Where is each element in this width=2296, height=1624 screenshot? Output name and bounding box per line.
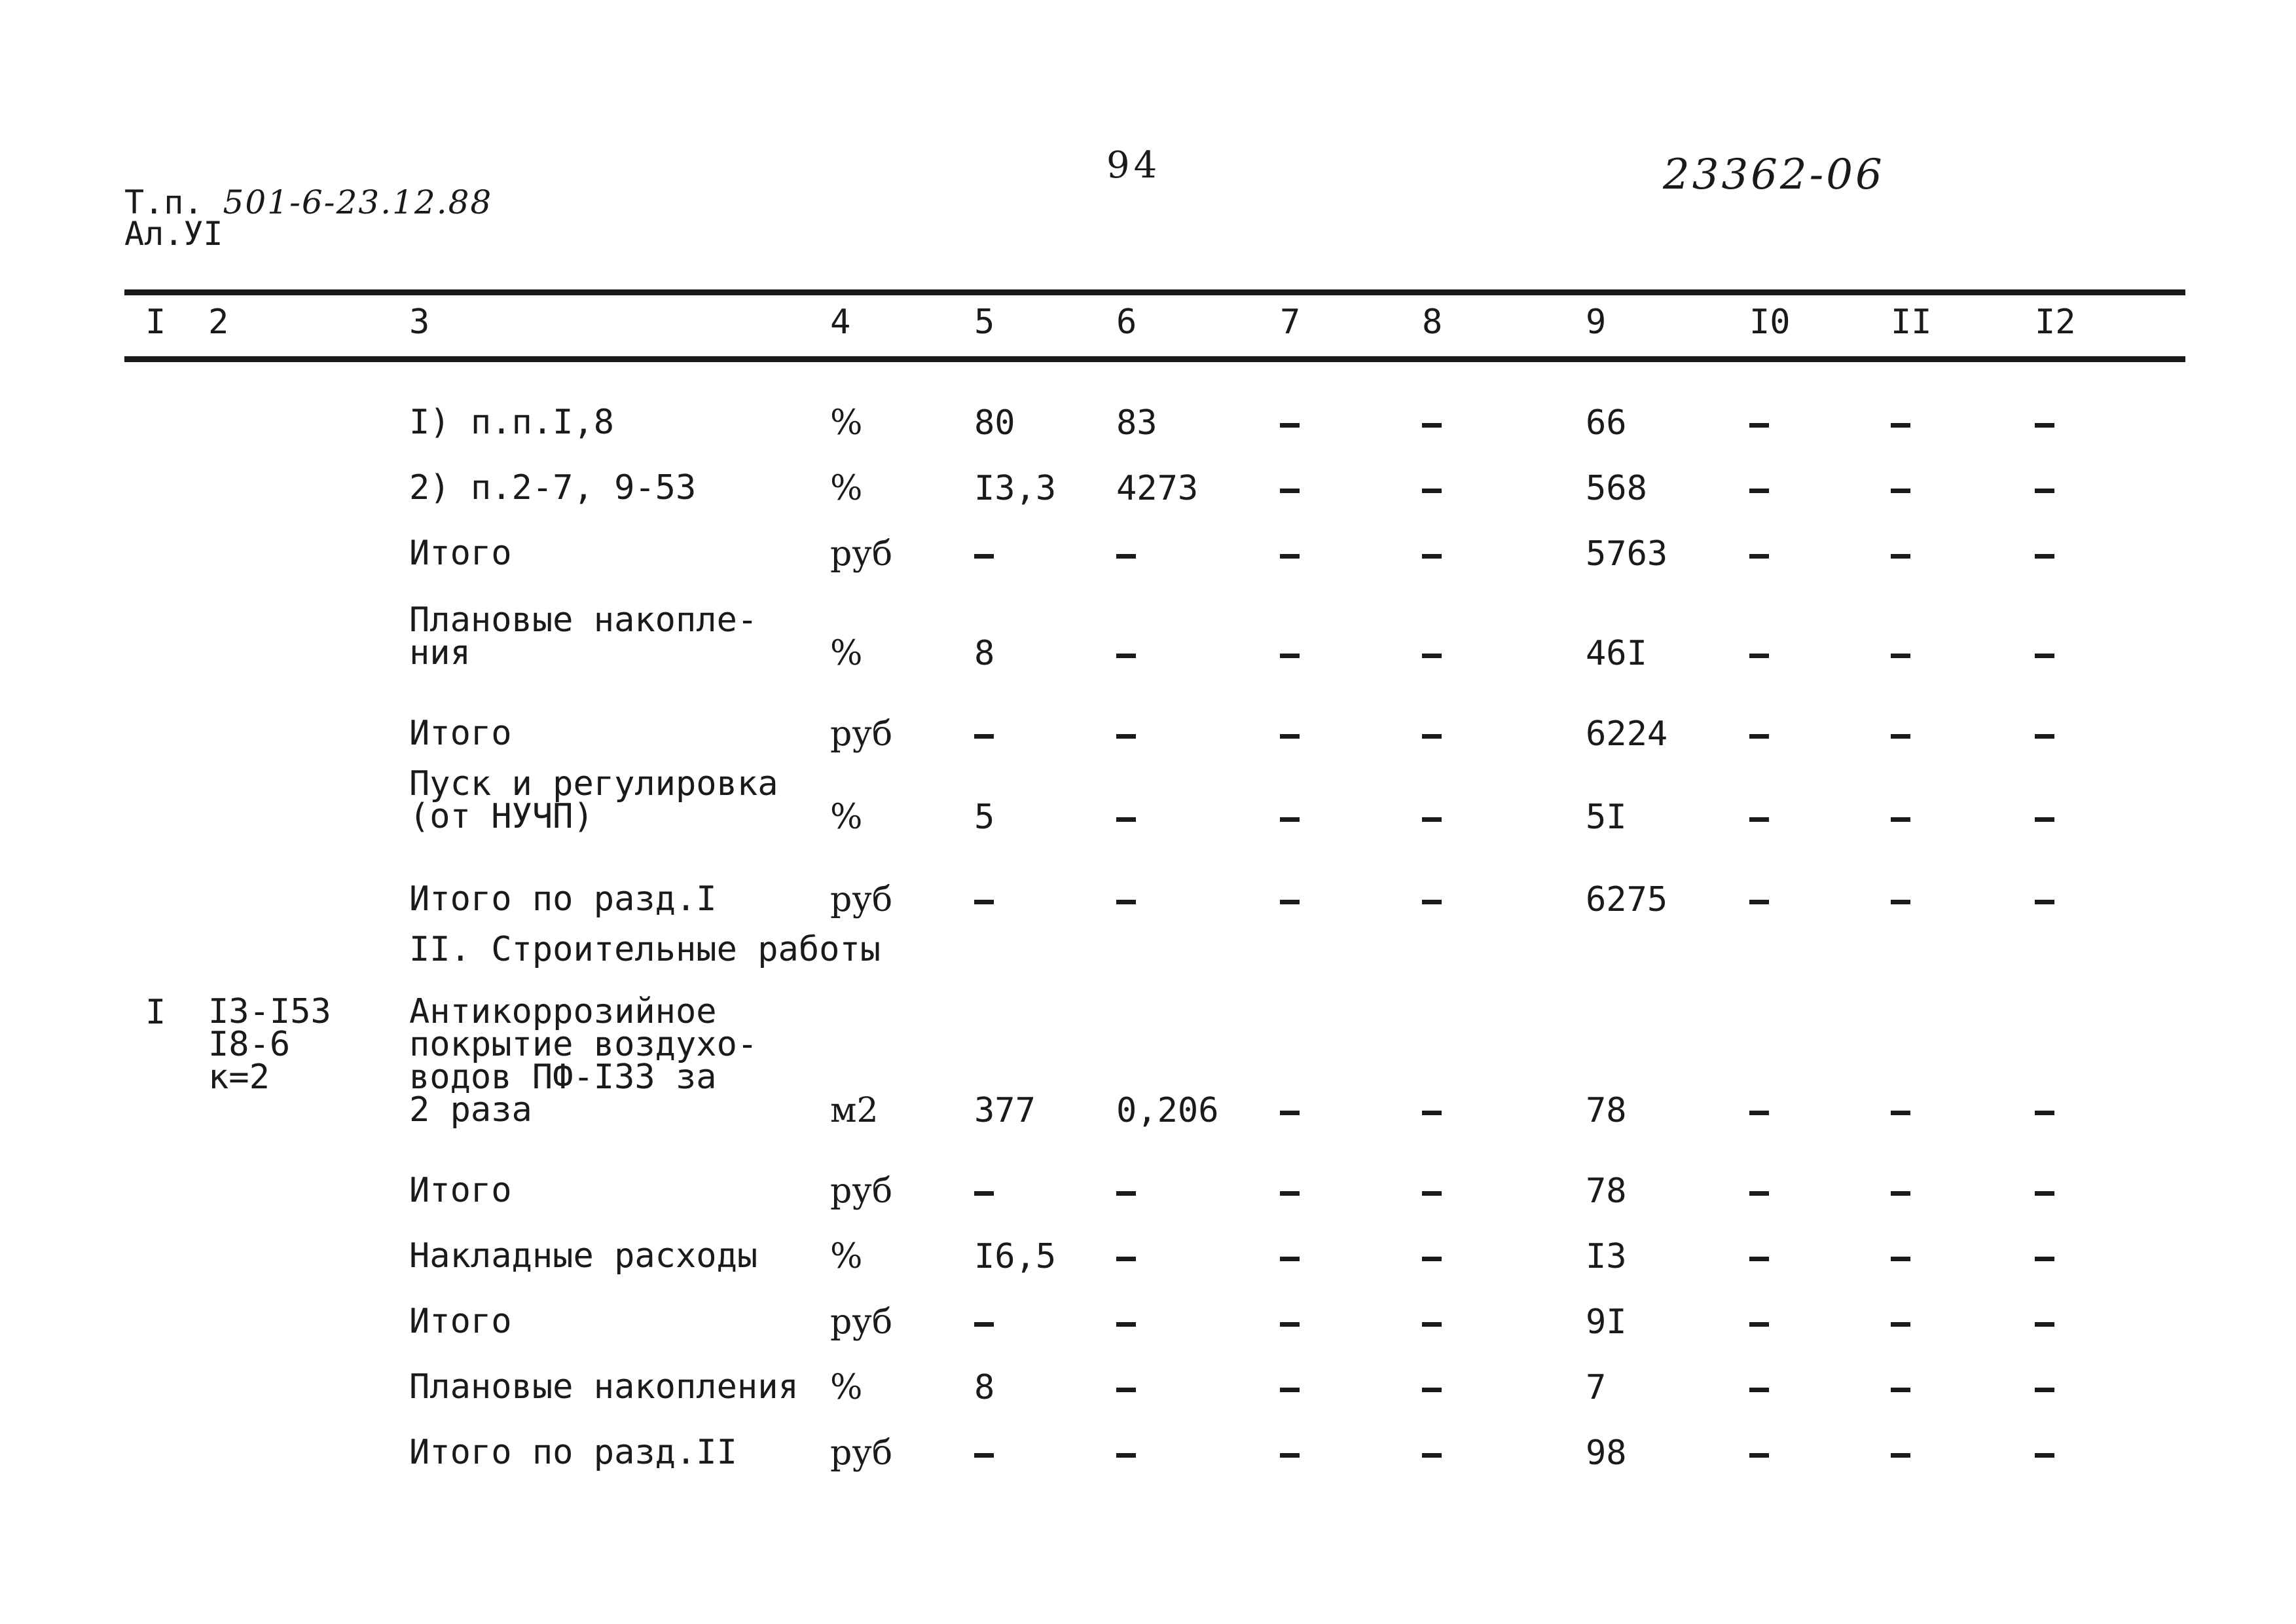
col6-value <box>1116 537 1136 571</box>
col5-value: 5 <box>974 798 995 837</box>
col8-value <box>1422 717 1442 751</box>
dash-mark <box>1891 1257 1910 1261</box>
item-name-line: Плановые накопле- <box>409 600 758 640</box>
dash-mark <box>1891 900 1910 904</box>
dash-mark <box>974 1453 994 1458</box>
item-name-line: I) п.п.I,8 <box>409 403 615 442</box>
col6-value <box>1116 637 1136 671</box>
item-name <box>409 714 512 753</box>
col9-value: I3 <box>1586 1237 1627 1276</box>
document-reference <box>124 183 493 253</box>
item-name <box>409 764 778 836</box>
col5-value: I6,5 <box>974 1237 1057 1276</box>
col11-value <box>1891 717 1910 751</box>
item-name-line: Итого <box>409 1171 512 1210</box>
dash-mark <box>2035 817 2054 822</box>
col7-value <box>1280 471 1300 506</box>
dash-mark <box>1280 1322 1300 1327</box>
item-name <box>409 468 697 507</box>
col9-value: 5763 <box>1586 534 1668 574</box>
col7-value <box>1280 800 1300 834</box>
item-name <box>409 992 758 1130</box>
tp-prefix: Т.п. <box>124 183 204 221</box>
col6-value <box>1116 883 1136 917</box>
col7-value <box>1280 717 1300 751</box>
item-name-line: Итого <box>409 714 512 753</box>
unit-value: % <box>830 1237 863 1276</box>
item-name <box>409 930 881 969</box>
col10-value <box>1749 800 1769 834</box>
col7-value <box>1280 1305 1300 1339</box>
item-name <box>409 1302 512 1341</box>
dash-mark <box>1749 1322 1769 1327</box>
col10-value <box>1749 1094 1769 1128</box>
col6-value <box>1116 1371 1136 1405</box>
dash-mark <box>1116 1453 1136 1458</box>
dash-mark <box>1280 1257 1300 1261</box>
dash-mark <box>1116 1388 1136 1392</box>
dash-mark <box>1891 1191 1910 1196</box>
col5-value <box>974 1436 994 1470</box>
col9-value: 568 <box>1586 469 1647 508</box>
col8-value <box>1422 1436 1442 1470</box>
album-label: Ал.УI <box>124 215 223 253</box>
dash-mark <box>1422 1453 1442 1458</box>
col12-value <box>2035 883 2054 917</box>
col10-value <box>1749 406 1769 440</box>
col10-value <box>1749 471 1769 506</box>
col6-value <box>1116 717 1136 751</box>
dash-mark <box>1116 1322 1136 1327</box>
col7-value <box>1280 1436 1300 1470</box>
item-name-line: Накладные расходы <box>409 1236 758 1276</box>
dash-mark <box>1891 554 1910 559</box>
dash-mark <box>1891 1111 1910 1115</box>
dash-mark <box>1422 1388 1442 1392</box>
col5-value <box>974 883 994 917</box>
col9-value: 9I <box>1586 1302 1627 1342</box>
unit-value: % <box>830 469 863 508</box>
item-name-line: водов ПФ-I33 за <box>409 1058 717 1097</box>
item-name <box>409 403 615 442</box>
col10-value <box>1749 883 1769 917</box>
dash-mark <box>1891 1388 1910 1392</box>
dash-mark <box>974 900 994 904</box>
dash-mark <box>1749 817 1769 822</box>
dash-mark <box>1749 1111 1769 1115</box>
dash-mark <box>1422 1257 1442 1261</box>
dash-mark <box>1422 1191 1442 1196</box>
item-name <box>409 534 512 573</box>
col8-value <box>1422 406 1442 440</box>
dash-mark <box>1280 734 1300 739</box>
dash-mark <box>1280 1388 1300 1392</box>
dash-mark <box>1891 423 1910 428</box>
page-number: 94 <box>1106 144 1161 187</box>
dash-mark <box>974 734 994 739</box>
dash-mark <box>1280 489 1300 493</box>
col12-value <box>2035 1094 2054 1128</box>
dash-mark <box>2035 1322 2054 1327</box>
dash-mark <box>2035 554 2054 559</box>
column-header-7: 7 <box>1280 303 1301 342</box>
unit-value: % <box>830 1368 863 1407</box>
col9-value: 78 <box>1586 1091 1627 1130</box>
norm-code-line: I3-I53 <box>208 992 331 1031</box>
column-header-2: 2 <box>208 303 229 342</box>
column-header-8: 8 <box>1422 303 1443 342</box>
col11-value <box>1891 1094 1910 1128</box>
dash-mark <box>1749 1257 1769 1261</box>
dash-mark <box>1422 817 1442 822</box>
dash-mark <box>1891 489 1910 493</box>
dash-mark <box>1116 1257 1136 1261</box>
norm-code-line: к=2 <box>208 1058 270 1097</box>
document-number: 23362-06 <box>1663 151 1885 199</box>
col12-value <box>2035 1174 2054 1208</box>
col5-value: 8 <box>974 634 995 673</box>
item-name-line: Итого по разд.I <box>409 879 717 919</box>
col11-value <box>1891 1174 1910 1208</box>
dash-mark <box>1422 734 1442 739</box>
col8-value <box>1422 1174 1442 1208</box>
dash-mark <box>1280 654 1300 658</box>
unit-value: % <box>830 798 863 837</box>
dash-mark <box>1116 900 1136 904</box>
col11-value <box>1891 1371 1910 1405</box>
unit-value: руб <box>830 1302 893 1342</box>
dash-mark <box>1116 654 1136 658</box>
col10-value <box>1749 1240 1769 1274</box>
col9-value: 5I <box>1586 798 1627 837</box>
dash-mark <box>974 1322 994 1327</box>
dash-mark <box>1280 1453 1300 1458</box>
col5-value <box>974 717 994 751</box>
unit-value: руб <box>830 880 893 919</box>
col7-value <box>1280 537 1300 571</box>
norm-code <box>208 992 331 1097</box>
col6-value <box>1116 1436 1136 1470</box>
item-name <box>409 1433 737 1472</box>
col9-value: 78 <box>1586 1172 1627 1211</box>
dash-mark <box>1891 654 1910 658</box>
col5-value <box>974 1305 994 1339</box>
col7-value <box>1280 1174 1300 1208</box>
dash-mark <box>1422 1111 1442 1115</box>
col11-value <box>1891 537 1910 571</box>
item-name <box>409 879 717 919</box>
col6-value: 4273 <box>1116 469 1199 508</box>
item-name-line: 2) п.2-7, 9-53 <box>409 468 697 507</box>
item-name-line: Итого <box>409 1302 512 1341</box>
dash-mark <box>2035 1111 2054 1115</box>
col5-value: 377 <box>974 1091 1036 1130</box>
item-name-line: Антикоррозийное <box>409 992 717 1031</box>
column-header-6: 6 <box>1116 303 1137 342</box>
col12-value <box>2035 537 2054 571</box>
dash-mark <box>1280 423 1300 428</box>
col8-value <box>1422 537 1442 571</box>
col11-value <box>1891 637 1910 671</box>
column-header-3: 3 <box>409 303 430 342</box>
item-name-line: Плановые накопления <box>409 1367 799 1407</box>
dash-mark <box>1116 554 1136 559</box>
table-top-rule <box>124 289 2185 295</box>
column-header-1: I <box>145 303 166 342</box>
unit-value: руб <box>830 534 893 574</box>
column-header-12: I2 <box>2035 303 2076 342</box>
col7-value <box>1280 883 1300 917</box>
column-header-10: I0 <box>1749 303 1791 342</box>
col6-value <box>1116 800 1136 834</box>
col10-value <box>1749 1371 1769 1405</box>
col12-value <box>2035 717 2054 751</box>
dash-mark <box>1749 1191 1769 1196</box>
col7-value <box>1280 1094 1300 1128</box>
item-name-line: ния <box>409 633 471 673</box>
unit-value: % <box>830 403 863 443</box>
col11-value <box>1891 883 1910 917</box>
col8-value <box>1422 883 1442 917</box>
column-header-5: 5 <box>974 303 995 342</box>
column-header-11: II <box>1891 303 1932 342</box>
col8-value <box>1422 471 1442 506</box>
col5-value <box>974 1174 994 1208</box>
col11-value <box>1891 1305 1910 1339</box>
col11-value <box>1891 471 1910 506</box>
col7-value <box>1280 406 1300 440</box>
col6-value <box>1116 1240 1136 1274</box>
col7-value <box>1280 1240 1300 1274</box>
col12-value <box>2035 1305 2054 1339</box>
dash-mark <box>1749 654 1769 658</box>
col9-value: 6224 <box>1586 714 1668 754</box>
dash-mark <box>1280 817 1300 822</box>
col6-value <box>1116 1174 1136 1208</box>
col12-value <box>2035 1240 2054 1274</box>
col12-value <box>2035 1371 2054 1405</box>
unit-value: % <box>830 634 863 673</box>
dash-mark <box>2035 1453 2054 1458</box>
dash-mark <box>2035 489 2054 493</box>
item-name-line: 2 раза <box>409 1090 532 1130</box>
col9-value: 7 <box>1586 1368 1607 1407</box>
col5-value: 80 <box>974 403 1015 443</box>
dash-mark <box>1280 1191 1300 1196</box>
col10-value <box>1749 1436 1769 1470</box>
col8-value <box>1422 800 1442 834</box>
unit-value: руб <box>830 1433 893 1473</box>
col12-value <box>2035 800 2054 834</box>
dash-mark <box>1116 817 1136 822</box>
dash-mark <box>1891 817 1910 822</box>
dash-mark <box>2035 654 2054 658</box>
col9-value: 6275 <box>1586 880 1668 919</box>
col10-value <box>1749 1305 1769 1339</box>
dash-mark <box>1749 900 1769 904</box>
col12-value <box>2035 471 2054 506</box>
dash-mark <box>1422 1322 1442 1327</box>
dash-mark <box>2035 1191 2054 1196</box>
col9-value: 98 <box>1586 1433 1627 1473</box>
item-name-line: Итого <box>409 534 512 573</box>
col11-value <box>1891 1240 1910 1274</box>
item-name <box>409 1236 758 1276</box>
col8-value <box>1422 1371 1442 1405</box>
table-header-rule <box>124 356 2185 362</box>
unit-value: руб <box>830 1172 893 1211</box>
dash-mark <box>1280 1111 1300 1115</box>
dash-mark <box>1116 734 1136 739</box>
item-number: I <box>145 993 166 1032</box>
dash-mark <box>2035 1257 2054 1261</box>
dash-mark <box>1422 554 1442 559</box>
dash-mark <box>974 1191 994 1196</box>
col10-value <box>1749 637 1769 671</box>
dash-mark <box>2035 734 2054 739</box>
dash-mark <box>1749 489 1769 493</box>
item-name <box>409 1367 799 1407</box>
tp-handwritten-number: 501-6-23.12.88 <box>223 183 493 221</box>
col8-value <box>1422 1094 1442 1128</box>
col12-value <box>2035 637 2054 671</box>
dash-mark <box>1422 423 1442 428</box>
col8-value <box>1422 637 1442 671</box>
col9-value: 66 <box>1586 403 1627 443</box>
col7-value <box>1280 637 1300 671</box>
item-name-line: (от НУЧП) <box>409 797 594 836</box>
dash-mark <box>1422 654 1442 658</box>
item-name-line: Итого по разд.II <box>409 1433 737 1472</box>
col10-value <box>1749 1174 1769 1208</box>
dash-mark <box>2035 423 2054 428</box>
item-name-line: II. Строительные работы <box>409 930 881 969</box>
col8-value <box>1422 1240 1442 1274</box>
col11-value <box>1891 800 1910 834</box>
dash-mark <box>1422 900 1442 904</box>
col6-value: 0,206 <box>1116 1091 1219 1130</box>
dash-mark <box>1749 1453 1769 1458</box>
dash-mark <box>1422 489 1442 493</box>
dash-mark <box>1891 1453 1910 1458</box>
dash-mark <box>1280 900 1300 904</box>
col6-value <box>1116 1305 1136 1339</box>
dash-mark <box>1280 554 1300 559</box>
dash-mark <box>2035 1388 2054 1392</box>
col6-value: 83 <box>1116 403 1157 443</box>
dash-mark <box>1116 1191 1136 1196</box>
item-name-line: Пуск и регулировка <box>409 764 778 803</box>
col9-value: 46I <box>1586 634 1647 673</box>
dash-mark <box>974 554 994 559</box>
item-name <box>409 600 758 673</box>
item-name-line: покрытие воздухо- <box>409 1025 758 1064</box>
col10-value <box>1749 537 1769 571</box>
dash-mark <box>1891 1322 1910 1327</box>
dash-mark <box>1891 734 1910 739</box>
norm-code-line: I8-6 <box>208 1025 291 1064</box>
dash-mark <box>1749 423 1769 428</box>
col12-value <box>2035 1436 2054 1470</box>
col5-value: 8 <box>974 1368 995 1407</box>
col12-value <box>2035 406 2054 440</box>
dash-mark <box>2035 900 2054 904</box>
col5-value: I3,3 <box>974 469 1057 508</box>
item-name <box>409 1171 512 1210</box>
col8-value <box>1422 1305 1442 1339</box>
dash-mark <box>1749 1388 1769 1392</box>
dash-mark <box>1749 734 1769 739</box>
col5-value <box>974 537 994 571</box>
col11-value <box>1891 406 1910 440</box>
col7-value <box>1280 1371 1300 1405</box>
column-header-9: 9 <box>1586 303 1607 342</box>
col11-value <box>1891 1436 1910 1470</box>
dash-mark <box>1749 554 1769 559</box>
column-header-4: 4 <box>830 303 851 342</box>
unit-value: м2 <box>830 1091 879 1130</box>
unit-value: руб <box>830 714 893 754</box>
col10-value <box>1749 717 1769 751</box>
